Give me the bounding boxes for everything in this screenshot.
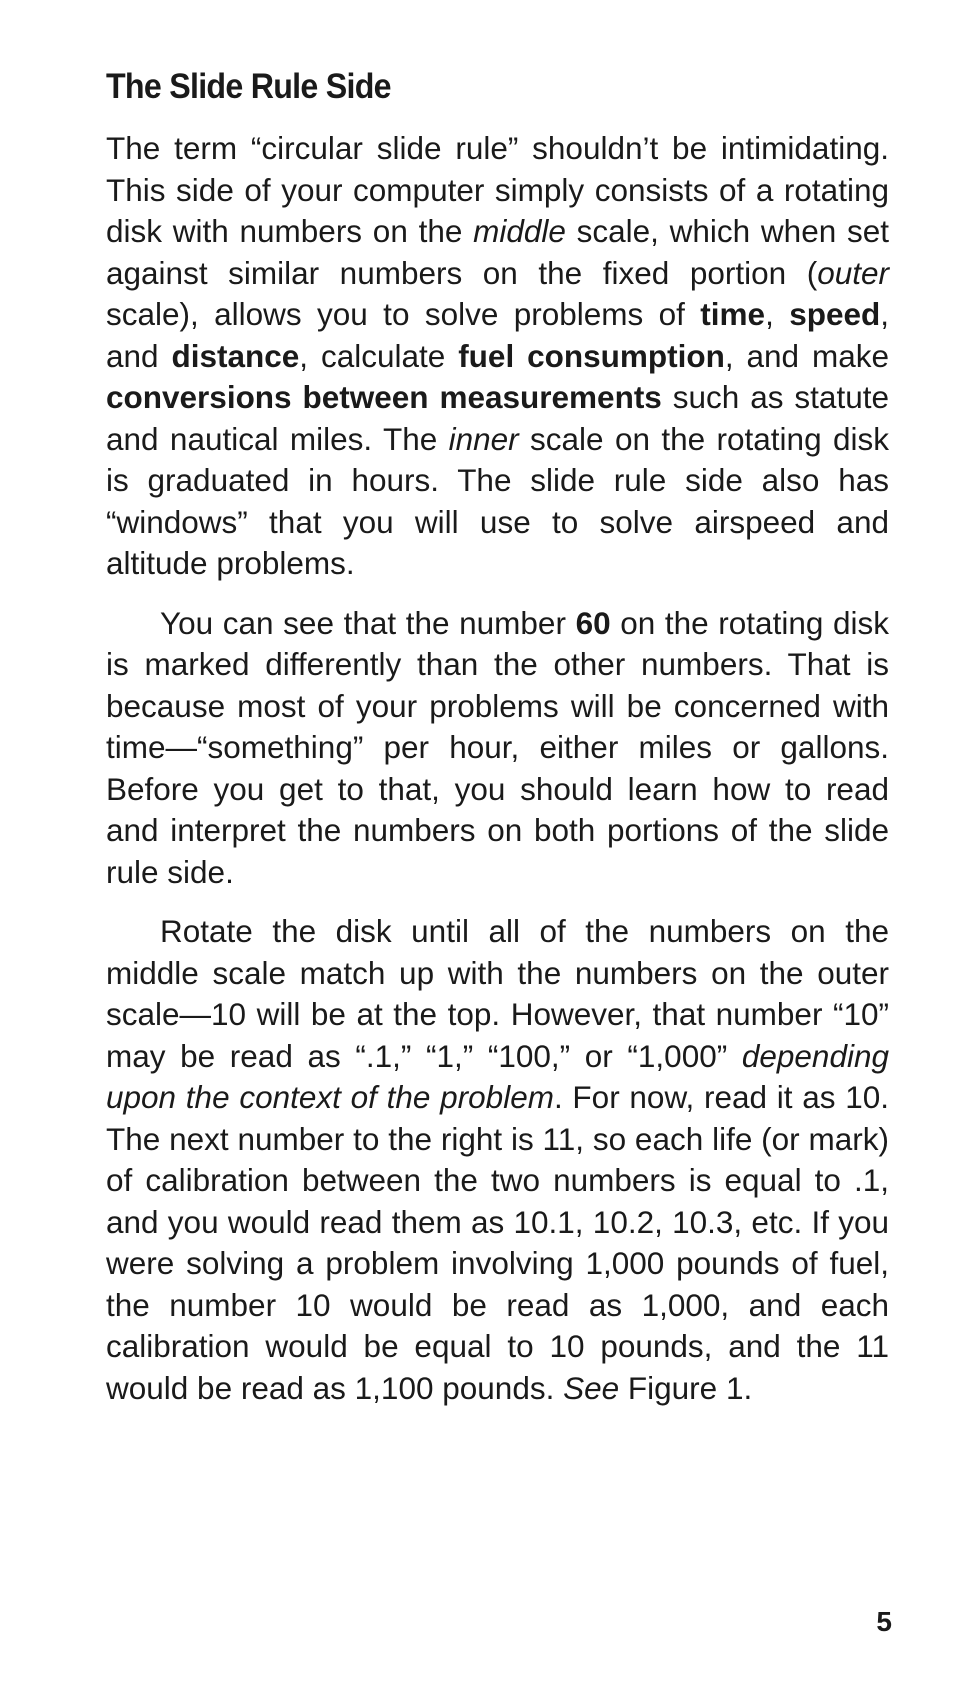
paragraph-number-60 [106,603,889,894]
page-number: 5 [876,1606,892,1637]
paragraph-rotate-disk [106,911,889,1409]
italic-text: middle [473,213,566,249]
text-run: such as statute and nautical miles. The [106,379,889,457]
bold-text: time [700,296,766,332]
bold-text: 60 [575,604,611,641]
page-content [106,66,889,1427]
text-run: scale), allows you to solve problems of [106,296,701,332]
text-run: , [765,296,790,332]
italic-text: See [563,1369,620,1406]
text-run: , calculate [299,337,459,374]
text-run: scale, which when set against similar numbers on the fixed portion ( [106,213,889,291]
text-run: You can see that the number [160,604,576,641]
bold-text: distance [171,337,300,374]
italic-text: inner [448,420,519,457]
text-run: The term “circular slide rule” shouldn’t be intimidating. This side of your computer simply consists of a rotating disk with numbers on the [106,130,889,249]
text-run: . For now, read it as 10. The next number to the right is 11, so each life (or mark) of calibration between the two numbers is equal to .1, and you would read them as 10.1, 10.2, 10.3, etc. If you were solving a problem involving 1,000 pounds of fuel, the number 10 would be read as 1,000, and each calibration would be equal to 10 pounds, and the 11 would be read as 1,100 pounds. [106,1079,889,1406]
text-run: on the rotating disk is marked differently than the other numbers. That is because most of your problems will be concerned with time—“something” per hour, either miles or gallons. Before you get to that, you should learn how to read and interpret the numbers on both portions of the slide rule side. [106,604,889,890]
paragraph-intro [106,128,889,585]
section-title: The Slide Rule Side [106,67,391,106]
text-run: , and make [724,337,889,374]
text-run: scale on the rotating disk is graduated in hours. The slide rule side also has “windows” that you will use to solve airspeed and altitude problems. [106,420,889,581]
italic-text: depending upon the context of the problem [106,1037,889,1115]
text-run: Figure 1. [619,1369,753,1406]
text-run: , and [106,296,889,374]
bold-text: speed [789,296,881,332]
text-run: Rotate the disk until all of the numbers on the middle scale match up with the numbers on the outer scale—10 will be at the top. However, that number “10” may be read as “.1,” “1,” “100,” or “1,000” [106,913,889,1074]
bold-text: fuel consumption [458,337,725,374]
bold-text: conversions between measurements [106,379,662,415]
italic-text: outer [817,254,889,291]
